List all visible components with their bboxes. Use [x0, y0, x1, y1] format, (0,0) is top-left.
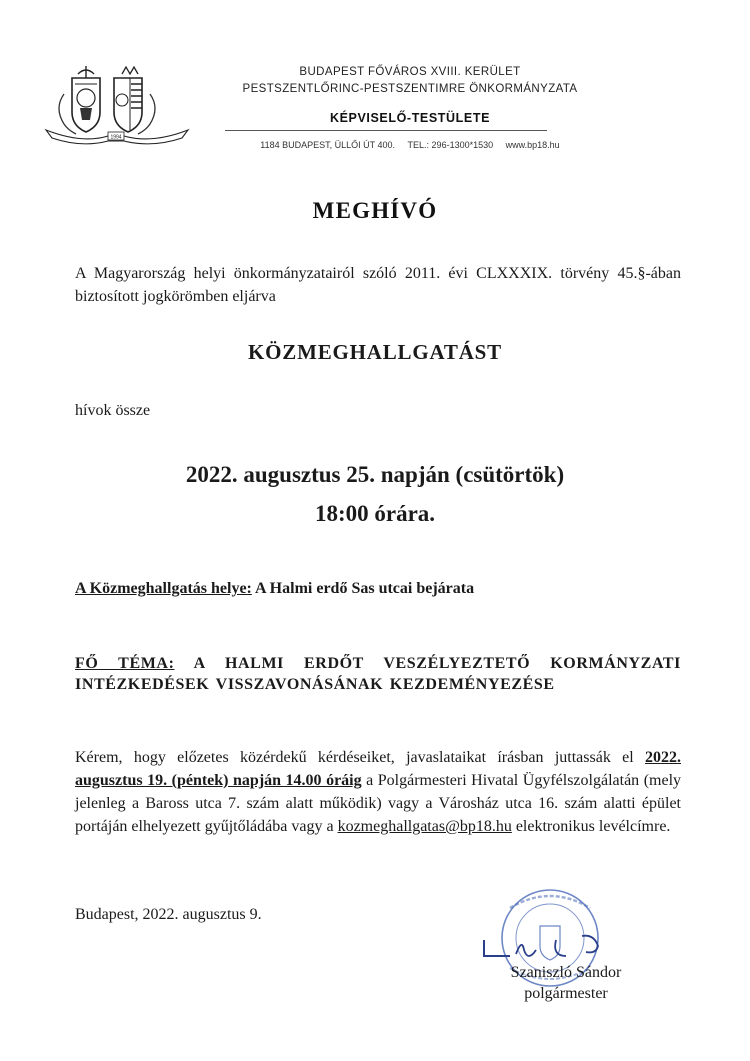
topic-label: FŐ TÉMA:	[75, 655, 175, 672]
event-date: 2022. augusztus 25. napján (csütörtök)	[185, 462, 565, 487]
place-and-date: Budapest, 2022. augusztus 9.	[75, 906, 262, 923]
request-text-2: a Polgármesteri Hivatal Ügyfélszolgálatán (mely jelenleg a Baross utca 7. szám alatt működik) vagy a Városház utca 16. szám alatti épület portáján elhelyezett gyűjtőládába vagy a	[75, 772, 682, 835]
request-text-3: elektronikus levélcímre.	[515, 818, 671, 835]
event-time: 18:00 órára.	[314, 501, 436, 526]
event-heading: KÖZMEGHALLGATÁST	[248, 340, 502, 364]
svg-text:1994: 1994	[110, 134, 122, 141]
header-line-3: KÉPVISELŐ-TESTÜLETE	[329, 111, 491, 125]
event-place	[75, 580, 474, 598]
topic-value: A HALMI ERDŐT VESZÉLYEZTETŐ KORMÁNYZATI INTÉZKEDÉSEK VISSZAVONÁSÁNAK KEZDEMÉNYEZÉSE	[75, 655, 682, 693]
signer-title: polgármester	[524, 985, 608, 1002]
document-title: MEGHÍVÓ	[312, 198, 438, 223]
header-divider	[225, 130, 547, 131]
request-deadline: 2022. augusztus 19. (péntek) napján 14.00 óráig	[75, 749, 681, 789]
request-text-1: Kérem, hogy előzetes közérdekű kérdéseiket, javaslataikat írásban juttassák el	[75, 749, 634, 766]
request-paragraph	[75, 746, 681, 838]
signer-block	[466, 962, 666, 1004]
main-topic	[75, 653, 681, 695]
header-phone: TEL.: 296-1300*1530	[407, 140, 494, 150]
header-address: 1184 BUDAPEST, ÜLLŐI ÚT 400.	[260, 140, 396, 150]
header-line-1: BUDAPEST FŐVÁROS XVIII. KERÜLET	[299, 66, 521, 78]
header-contact	[200, 140, 620, 150]
call-text: hívok össze	[75, 402, 151, 419]
header-web: www.bp18.hu	[505, 140, 560, 150]
place-value: A Halmi erdő Sas utcai bejárata	[255, 580, 475, 597]
place-label: A Közmeghallgatás helye:	[75, 580, 252, 597]
signer-name: Szaniszló Sándor	[510, 964, 622, 981]
coat-of-arms-logo	[42, 64, 192, 146]
header-line-2: PESTSZENTLŐRINC-PESTSZENTIMRE ÖNKORMÁNYZATA	[242, 83, 578, 95]
email-link[interactable]: kozmeghallgatas@bp18.hu	[337, 818, 512, 835]
intro-paragraph: A Magyarország helyi önkormányzatairól szóló 2011. évi CLXXXIX. törvény 45.§-ában biztosított jogkörömben eljárva	[75, 265, 681, 305]
